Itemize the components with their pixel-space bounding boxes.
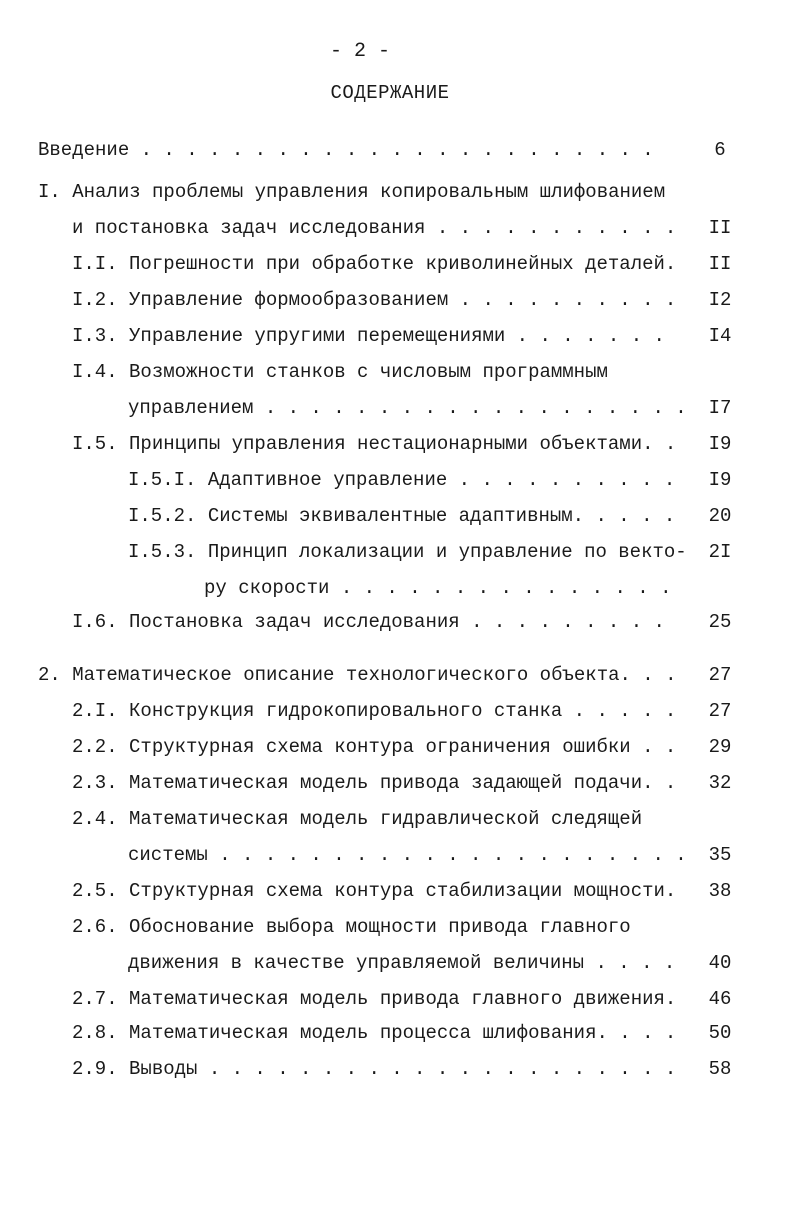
- toc-entry-chapter-1: I. Анализ проблемы управления копировальным шлифованием: [38, 181, 666, 203]
- toc-page-1-5-2: 20: [708, 505, 732, 527]
- toc-page-1-5-1: I9: [708, 469, 732, 491]
- toc-page-2-6: 40: [708, 952, 732, 974]
- toc-page-2-2: 29: [708, 736, 732, 758]
- toc-page-2-7: 46: [708, 988, 732, 1010]
- toc-entry-2-5: 2.5. Структурная схема контура стабилизации мощности.: [72, 880, 677, 902]
- toc-entry-2-1: 2.I. Конструкция гидрокопировального станка . . . . .: [72, 700, 677, 722]
- toc-entry-1-4-cont: управлением . . . . . . . . . . . . . . . . . . .: [128, 397, 687, 419]
- toc-entry-2-7: 2.7. Математическая модель привода главного движения.: [72, 988, 677, 1010]
- toc-entry-1-6: I.6. Постановка задач исследования . . . . . . . . .: [72, 611, 665, 633]
- toc-entry-2-4-cont: системы . . . . . . . . . . . . . . . . . . . . .: [128, 844, 687, 866]
- toc-page-1-2: I2: [708, 289, 732, 311]
- toc-page-2-8: 50: [708, 1022, 732, 1044]
- toc-entry-chapter-2: 2. Математическое описание технологического объекта. . .: [38, 664, 677, 686]
- toc-page-1-6: 25: [708, 611, 732, 633]
- toc-page-1-5-3: 2I: [708, 541, 732, 563]
- toc-entry-1-1: I.I. Погрешности при обработке криволинейных деталей.: [72, 253, 677, 275]
- page-title: СОДЕРЖАНИЕ: [330, 82, 450, 104]
- toc-page-2-9: 58: [708, 1058, 732, 1080]
- toc-page-1-1: II: [708, 253, 732, 275]
- toc-page-chapter-1: II: [708, 217, 732, 239]
- toc-entry-1-4: I.4. Возможности станков с числовым программным: [72, 361, 608, 383]
- toc-entry-1-5-3-cont: ру скорости . . . . . . . . . . . . . . .: [204, 577, 672, 599]
- toc-page-chapter-2: 27: [708, 664, 732, 686]
- toc-entry-chapter-1-cont: и постановка задач исследования . . . . . . . . . . .: [72, 217, 677, 239]
- toc-entry-2-2: 2.2. Структурная схема контура ограничения ошибки . .: [72, 736, 677, 758]
- page-number: - 2 -: [329, 40, 390, 63]
- toc-page-2-3: 32: [708, 772, 732, 794]
- toc-entry-1-2: I.2. Управление формообразованием . . . . . . . . . .: [72, 289, 677, 311]
- toc-page-1-5: I9: [708, 433, 732, 455]
- toc-entry-2-8: 2.8. Математическая модель процесса шлифования. . . .: [72, 1022, 677, 1044]
- toc-entry-1-5-2: I.5.2. Системы эквивалентные адаптивным. . . . .: [128, 505, 676, 527]
- toc-page-1-4: I7: [708, 397, 732, 419]
- toc-entry-2-4: 2.4. Математическая модель гидравлической следящей: [72, 808, 643, 830]
- toc-entry-1-5-1: I.5.I. Адаптивное управление . . . . . . . . . .: [128, 469, 676, 491]
- toc-page-2-4: 35: [708, 844, 732, 866]
- toc-entry-1-5-3: I.5.3. Принцип локализации и управление по векто-: [128, 541, 687, 563]
- toc-entry-2-6-cont: движения в качестве управляемой величины . . . .: [128, 952, 676, 974]
- toc-entry-2-6: 2.6. Обоснование выбора мощности привода главного: [72, 916, 631, 938]
- toc-entry-1-5: I.5. Принципы управления нестационарными объектами. .: [72, 433, 677, 455]
- toc-page-2-1: 27: [708, 700, 732, 722]
- toc-entry-2-9: 2.9. Выводы . . . . . . . . . . . . . . . . . . . . .: [72, 1058, 677, 1080]
- toc-page-2-5: 38: [708, 880, 732, 902]
- toc-page-intro: 6: [714, 139, 726, 161]
- toc-entry-intro: Введение . . . . . . . . . . . . . . . . . . . . . . .: [38, 139, 654, 161]
- toc-page-1-3: I4: [708, 325, 732, 347]
- toc-entry-1-3: I.3. Управление упругими перемещениями . . . . . . .: [72, 325, 665, 347]
- toc-entry-2-3: 2.3. Математическая модель привода задающей подачи. .: [72, 772, 677, 794]
